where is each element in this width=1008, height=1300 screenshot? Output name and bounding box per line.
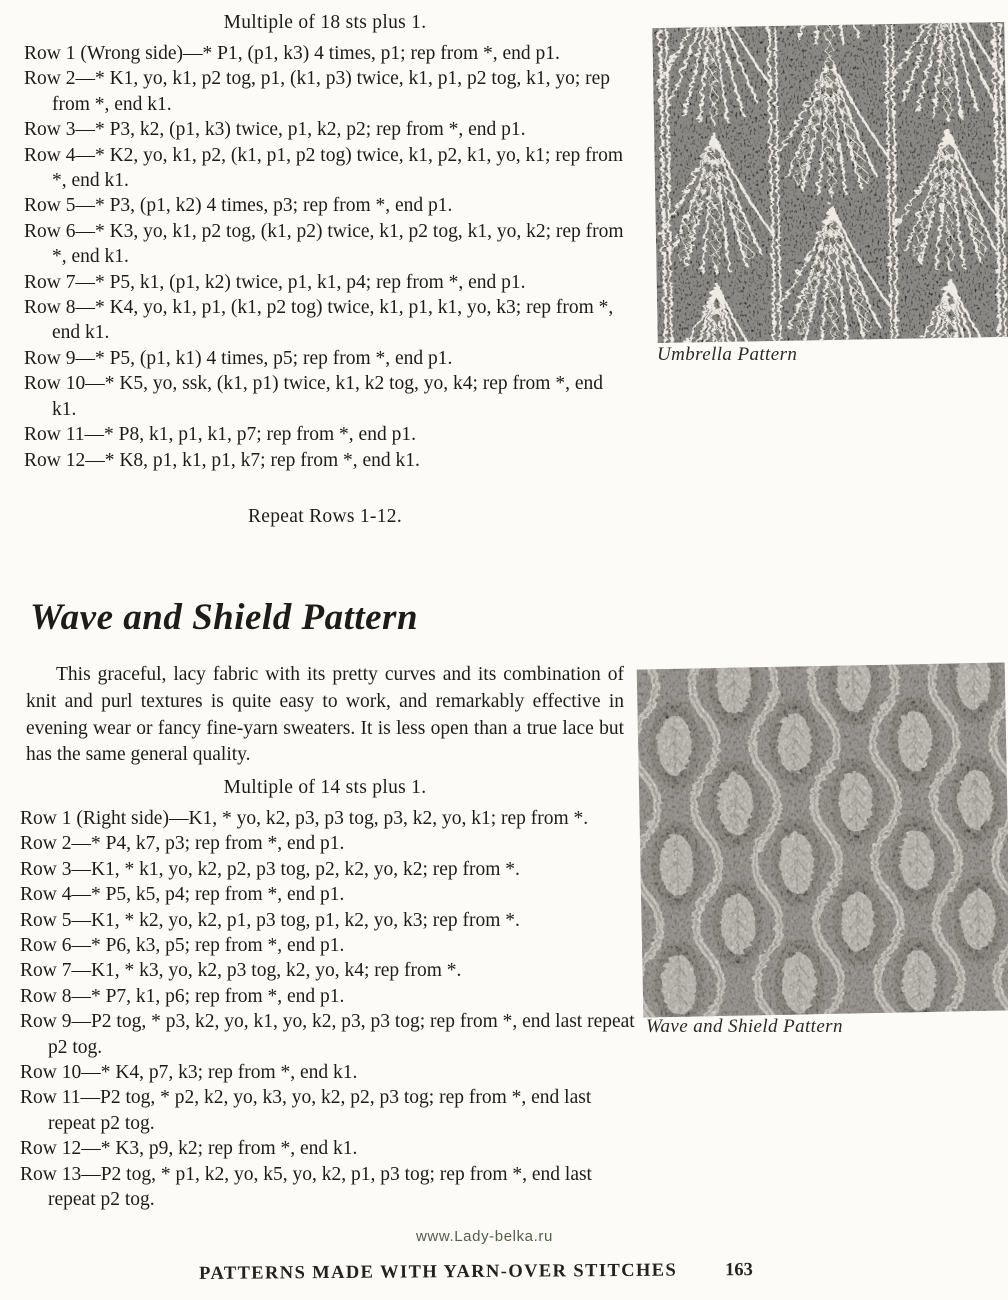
wave-photo-caption: Wave and Shield Pattern: [646, 1016, 843, 1037]
wave-multiple-line: Multiple of 14 sts plus 1.: [223, 777, 427, 798]
pattern-row: Row 6—* P6, k3, p5; rep from *, end p1.: [20, 935, 345, 957]
wave-section-heading: Wave and Shield Pattern: [30, 597, 419, 638]
pattern-row: Row 2—* K1, yo, k1, p2 tog, p1, (k1, p3) twice, k1, p1, p2 tog, k1, yo; rep from *, end k1.: [24, 68, 611, 115]
pattern-row: Row 12—* K8, p1, k1, p1, k7; rep from *, end k1.: [24, 449, 420, 471]
pattern-row: Row 1 (Right side)—K1, * yo, k2, p3, p3 tog, p3, k2, yo, k1; rep from *.: [20, 808, 589, 829]
pattern-row: Row 9—P2 tog, * p3, k2, yo, k1, yo, k2, p3, p3 tog; rep from *, end last repeat p2 tog.: [20, 1011, 635, 1058]
umbrella-multiple-line: Multiple of 18 sts plus 1.: [223, 12, 427, 33]
pattern-row: Row 12—* K3, p9, k2; rep from *, end k1.: [20, 1138, 358, 1160]
pattern-row: Row 9—* P5, (p1, k1) 4 times, p5; rep from *, end p1.: [24, 347, 453, 369]
pattern-row: Row 7—K1, * k3, yo, k2, p3 tog, k2, yo, k4; rep from *.: [20, 960, 462, 982]
pattern-row: Row 6—* K3, yo, k1, p2 tog, (k1, p2) twice, k1, p2 tog, k1, yo, k2; rep from *, end k1.: [24, 220, 624, 268]
umbrella-pattern-photo: [652, 22, 1008, 343]
pattern-row: Row 8—* P7, k1, p6; rep from *, end p1.: [20, 985, 345, 1007]
wave-and-shield-pattern-photo: [637, 662, 1008, 1017]
pattern-row: Row 4—* K2, yo, k1, p2, (k1, p1, p2 tog) twice, k1, p2, k1, yo, k1; rep from *, end k1.: [24, 144, 624, 192]
pattern-row: Row 3—* P3, k2, (p1, k3) twice, p1, k2, p2; rep from *, end p1.: [24, 119, 526, 141]
pattern-row: Row 11—* P8, k1, p1, k1, p7; rep from *, end p1.: [24, 424, 416, 446]
pattern-row: Row 10—* K4, p7, k3; rep from *, end k1.: [20, 1062, 358, 1084]
pattern-row: Row 8—* K4, yo, k1, p1, (k1, p2 tog) twice, k1, p1, k1, yo, k3; rep from *, end k1.: [24, 297, 614, 344]
running-footer-title: PATTERNS MADE WITH YARN-OVER STITCHES: [199, 1260, 678, 1284]
page-footer: [0, 1258, 980, 1286]
page-number: 163: [725, 1260, 753, 1281]
pattern-row: Row 4—* P5, k5, p4; rep from *, end p1.: [20, 884, 345, 906]
pattern-row: Row 10—* K5, yo, ssk, (k1, p1) twice, k1, k2 tog, yo, k4; rep from *, end k1.: [24, 373, 603, 420]
pattern-row: Row 5—K1, * k2, yo, k2, p1, p3 tog, p1, k2, yo, k3; rep from *.: [20, 909, 520, 931]
pattern-row: Row 5—* P3, (p1, k2) 4 times, p3; rep from *, end p1.: [24, 195, 453, 217]
umbrella-repeat-line: Repeat Rows 1-12.: [247, 506, 403, 527]
wave-intro-paragraph: This graceful, lacy fabric with its pretty curves and its combination of knit and purl textures is quite easy to work, and remarkably effective in evening wear or fancy fine-yarn sweaters. It is less open than a true lace but has the same general quality.: [26, 664, 624, 766]
umbrella-row-instructions: [24, 41, 632, 473]
pattern-row: Row 3—K1, * k1, yo, k2, p2, p3 tog, p2, k2, yo, k2; rep from *.: [20, 858, 520, 880]
pattern-row: Row 11—P2 tog, * p2, k2, yo, k3, yo, k2, p2, p3 tog; rep from *, end last repeat p2 tog.: [20, 1087, 592, 1134]
pattern-row: Row 2—* P4, k7, p3; rep from *, end p1.: [20, 833, 345, 855]
wave-row-instructions: [20, 806, 636, 1213]
umbrella-photo-caption: Umbrella Pattern: [657, 344, 798, 365]
pattern-row: Row 13—P2 tog, * p1, k2, yo, k5, yo, k2, p1, p3 tog; rep from *, end last repeat p2 tog.: [20, 1163, 592, 1211]
pattern-row: Row 1 (Wrong side)—* P1, (p1, k3) 4 times, p1; rep from *, end p1.: [24, 43, 560, 64]
pattern-row: Row 7—* P5, k1, (p1, k2) twice, p1, k1, p4; rep from *, end p1.: [24, 271, 526, 293]
watermark-url: www.Lady-belka.ru: [416, 1228, 553, 1245]
